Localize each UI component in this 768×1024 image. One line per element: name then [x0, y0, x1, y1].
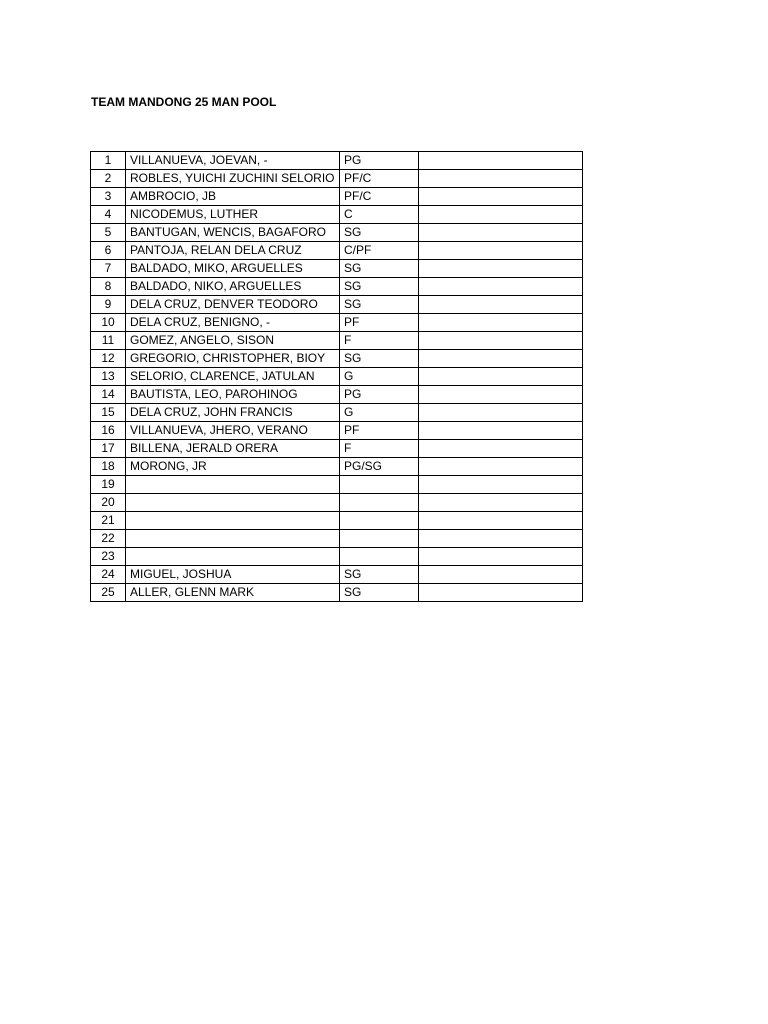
table-row	[91, 350, 583, 368]
table-row	[91, 458, 583, 476]
row-number-cell: 4	[91, 206, 126, 224]
table-row	[91, 296, 583, 314]
row-number-cell: 5	[91, 224, 126, 242]
blank-cell	[419, 242, 583, 260]
blank-cell	[419, 422, 583, 440]
position-cell: SG	[340, 278, 419, 296]
player-name-cell: MIGUEL, JOSHUA	[126, 566, 340, 584]
blank-cell	[419, 260, 583, 278]
position-cell: F	[340, 440, 419, 458]
player-name-cell: BILLENA, JERALD ORERA	[126, 440, 340, 458]
table-row	[91, 566, 583, 584]
player-name-cell: NICODEMUS, LUTHER	[126, 206, 340, 224]
player-name-cell: ALLER, GLENN MARK	[126, 584, 340, 602]
blank-cell	[419, 584, 583, 602]
row-number-cell: 8	[91, 278, 126, 296]
position-cell: F	[340, 332, 419, 350]
row-number-cell: 18	[91, 458, 126, 476]
blank-cell	[419, 314, 583, 332]
position-cell: G	[340, 404, 419, 422]
blank-cell	[419, 476, 583, 494]
table-row	[91, 440, 583, 458]
position-cell: PG/SG	[340, 458, 419, 476]
table-row	[91, 206, 583, 224]
blank-cell	[419, 170, 583, 188]
table-row	[91, 584, 583, 602]
player-name-cell: BALDADO, MIKO, ARGUELLES	[126, 260, 340, 278]
position-cell: PG	[340, 152, 419, 170]
row-number-cell: 6	[91, 242, 126, 260]
table-row	[91, 332, 583, 350]
position-cell: PF	[340, 422, 419, 440]
table-row	[91, 188, 583, 206]
player-name-cell: VILLANUEVA, JOEVAN, -	[126, 152, 340, 170]
row-number-cell: 19	[91, 476, 126, 494]
player-name-cell: DELA CRUZ, BENIGNO, -	[126, 314, 340, 332]
position-cell	[340, 530, 419, 548]
position-cell: PG	[340, 386, 419, 404]
row-number-cell: 12	[91, 350, 126, 368]
position-cell: SG	[340, 296, 419, 314]
player-name-cell: MORONG, JR	[126, 458, 340, 476]
roster-table	[90, 151, 583, 602]
row-number-cell: 14	[91, 386, 126, 404]
position-cell: PF/C	[340, 188, 419, 206]
blank-cell	[419, 152, 583, 170]
player-name-cell: DELA CRUZ, DENVER TEODORO	[126, 296, 340, 314]
blank-cell	[419, 296, 583, 314]
player-name-cell: AMBROCIO, JB	[126, 188, 340, 206]
row-number-cell: 1	[91, 152, 126, 170]
player-name-cell: SELORIO, CLARENCE, JATULAN	[126, 368, 340, 386]
player-name-cell	[126, 494, 340, 512]
position-cell	[340, 512, 419, 530]
player-name-cell: GREGORIO, CHRISTOPHER, BIOY	[126, 350, 340, 368]
position-cell: SG	[340, 224, 419, 242]
position-cell	[340, 548, 419, 566]
blank-cell	[419, 440, 583, 458]
row-number-cell: 23	[91, 548, 126, 566]
player-name-cell: BALDADO, NIKO, ARGUELLES	[126, 278, 340, 296]
blank-cell	[419, 530, 583, 548]
table-row	[91, 512, 583, 530]
position-cell: SG	[340, 260, 419, 278]
blank-cell	[419, 278, 583, 296]
player-name-cell	[126, 530, 340, 548]
blank-cell	[419, 350, 583, 368]
position-cell	[340, 476, 419, 494]
position-cell: SG	[340, 584, 419, 602]
position-cell: PF/C	[340, 170, 419, 188]
table-row	[91, 170, 583, 188]
table-row	[91, 368, 583, 386]
blank-cell	[419, 494, 583, 512]
blank-cell	[419, 386, 583, 404]
table-row	[91, 224, 583, 242]
row-number-cell: 20	[91, 494, 126, 512]
row-number-cell: 25	[91, 584, 126, 602]
row-number-cell: 15	[91, 404, 126, 422]
table-row	[91, 404, 583, 422]
player-name-cell: GOMEZ, ANGELO, SISON	[126, 332, 340, 350]
player-name-cell: PANTOJA, RELAN DELA CRUZ	[126, 242, 340, 260]
blank-cell	[419, 512, 583, 530]
row-number-cell: 16	[91, 422, 126, 440]
player-name-cell: ROBLES, YUICHI ZUCHINI SELORIO	[126, 170, 340, 188]
position-cell: SG	[340, 566, 419, 584]
blank-cell	[419, 404, 583, 422]
table-row	[91, 548, 583, 566]
blank-cell	[419, 368, 583, 386]
player-name-cell	[126, 512, 340, 530]
row-number-cell: 10	[91, 314, 126, 332]
row-number-cell: 3	[91, 188, 126, 206]
position-cell: C/PF	[340, 242, 419, 260]
position-cell: G	[340, 368, 419, 386]
table-row	[91, 242, 583, 260]
row-number-cell: 21	[91, 512, 126, 530]
table-row	[91, 314, 583, 332]
page-title: TEAM MANDONG 25 MAN POOL	[91, 95, 277, 109]
table-row	[91, 278, 583, 296]
row-number-cell: 7	[91, 260, 126, 278]
row-number-cell: 22	[91, 530, 126, 548]
row-number-cell: 2	[91, 170, 126, 188]
blank-cell	[419, 188, 583, 206]
roster-body	[91, 152, 583, 602]
position-cell	[340, 494, 419, 512]
table-row	[91, 386, 583, 404]
row-number-cell: 9	[91, 296, 126, 314]
table-row	[91, 476, 583, 494]
row-number-cell: 11	[91, 332, 126, 350]
table-row	[91, 152, 583, 170]
row-number-cell: 17	[91, 440, 126, 458]
blank-cell	[419, 224, 583, 242]
player-name-cell: VILLANUEVA, JHERO, VERANO	[126, 422, 340, 440]
position-cell: PF	[340, 314, 419, 332]
table-row	[91, 530, 583, 548]
player-name-cell: DELA CRUZ, JOHN FRANCIS	[126, 404, 340, 422]
player-name-cell	[126, 548, 340, 566]
row-number-cell: 13	[91, 368, 126, 386]
blank-cell	[419, 548, 583, 566]
row-number-cell: 24	[91, 566, 126, 584]
player-name-cell	[126, 476, 340, 494]
position-cell: SG	[340, 350, 419, 368]
blank-cell	[419, 206, 583, 224]
player-name-cell: BAUTISTA, LEO, PAROHINOG	[126, 386, 340, 404]
blank-cell	[419, 332, 583, 350]
table-row	[91, 260, 583, 278]
blank-cell	[419, 566, 583, 584]
player-name-cell: BANTUGAN, WENCIS, BAGAFORO	[126, 224, 340, 242]
position-cell: C	[340, 206, 419, 224]
blank-cell	[419, 458, 583, 476]
table-row	[91, 422, 583, 440]
table-row	[91, 494, 583, 512]
